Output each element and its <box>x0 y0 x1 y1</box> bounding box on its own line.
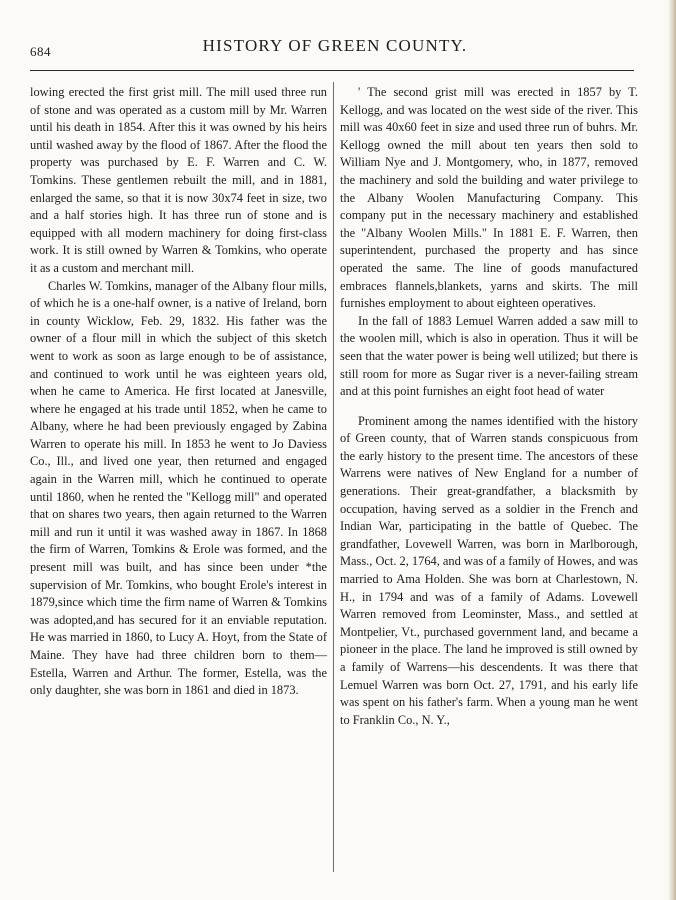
column-divider <box>333 82 334 872</box>
right-paragraph-3: Prominent among the names identified with the history of Green county, that of Warren stands conspicuous from the early history to the present time. The ancestors of these Warrens were natives of New England for a number of generations. Their great-grandfather, a blacksmith by occupation, having served as a soldier in the French and Indian War, participating in the battle of Quebec. The grandfather, Lovewell Warren, was born in Marlborough, Mass., Oct. 2, 1764, and was of a family of Howes, and was married to Ama Holden. She was born at Charlestown, N. H., in 1794 and was of a family of Adams. Lovewell Warren removed from Leominster, Mass., and settled at Montpelier, Vt., purchased government land, and became a pioneer in the place. The land he improved is still owned by a family of Warrens—his descendents. It was there that Lemuel Warren was born Oct. 27, 1791, and his early life was spent on his father's farm. When a young man he went to Franklin Co., N. Y., <box>340 413 639 727</box>
page-number: 684 <box>30 44 51 59</box>
left-paragraph-1: lowing erected the first grist mill. The mill used three run of stone and was operated as a custom mill by Mr. Warren until his death in 1854. After this it was owned by his heirs until washed away by the flood of 1867. After the flood the property was purchased by E. F. Warren and C. W. Tomkins. These gentlemen rebuilt the mill, and in 1881, enlarged the same, so that it is now 30x74 feet in size, two and a half stories high. It has three run of stone and is equipped with all modern machinery for doing first-class work. It is still owned by Warren & Tomkins, who operate it as a custom and merchant mill. <box>30 85 327 275</box>
page-header <box>30 36 640 58</box>
header-rule <box>30 70 634 71</box>
right-column <box>340 84 638 729</box>
page-edge-shadow <box>668 0 676 900</box>
left-column <box>30 84 327 700</box>
right-paragraph-2: In the fall of 1883 Lemuel Warren added a saw mill to the woolen mill, which is also in operation. Thus it will be seen that the water power is being well utilized; but there is still room for more as Sugar river is a never-failing stream and at this point furnishes an eight foot head of water <box>340 313 638 399</box>
right-paragraph-1: ' The second grist mill was erected in 1857 by T. Kellogg, and was located on the west side of the river. This mill was 40x60 feet in size and used three run of buhrs. Mr. Kellogg owned the mill about ten years then sold to William Nye and J. Montgomery, who, in 1877, removed the machinery and sold the building and water privilege to the Albany Woolen Manufacturing Company. This company put in the necessary machinery and established the "Albany Woolen Mills." In 1881 E. F. Warren, then superintendent, purchased the property and has since operated the same. The line of goods manufactured embraces flannels,blankets, yarns and skirts. The mill furnishes employment to about eighteen operatives. <box>340 85 638 311</box>
left-paragraph-2: Charles W. Tomkins, manager of the Albany flour mills, of which he is a one-half owner, is a native of Ireland, born in county Wicklow, Feb. 29, 1832. His father was the owner of a flour mill in which the subject of this sketch went to work as soon as large enough to be of assistance, and continued to work until he was eighteen years old, when he came to America. He first located at Janesville, where he engaged at his trade until 1852, when he came to Albany, where he had been previously engaged by Zabina Warren to operate his mill. In 1853 he went to Jo Daviess Co., Ill., and lived one year, then returned and engaged again in the Warren mill, which he continued to operate until 1860, when he rented the "Kellogg mill" and operated that on shares two years, then again returned to the Warren mill and run it until it was washed away in 1867. In 1868 the firm of Warren, Tomkins & Erole was formed, and the present mill was built, and has since been under *the supervision of Mr. Tomkins, who bought Erole's interest in 1879,since which time the firm name of Warren & Tomkins was adopted,and has secured for it an enviable reputation. He was married in 1860, to Lucy A. Hoyt, from the State of Maine. They have had three children born to them—Estella, Warren and Arthur. The former, Estella, was the only daughter, she was born in 1861 and died in 1873. <box>30 278 327 698</box>
running-title: HISTORY OF GREEN COUNTY. <box>202 36 468 55</box>
